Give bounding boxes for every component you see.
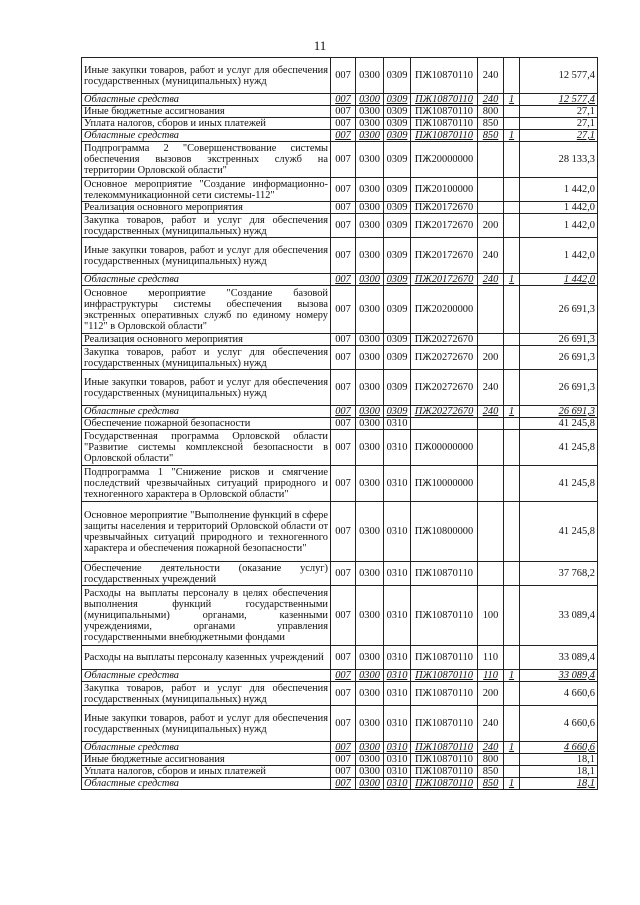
- expense-type-code: [478, 502, 504, 562]
- funding-source-code: [504, 562, 520, 586]
- row-name: Реализация основного мероприятия: [82, 202, 331, 214]
- subsection-code: 0310: [384, 562, 411, 586]
- expense-type-code: [478, 466, 504, 502]
- section-code: 0300: [356, 118, 384, 130]
- row-name: Подпрограмма 2 "Совершенствование системы обеспечения вызовов экстренных служб на территории Орловской области": [82, 142, 331, 178]
- subsection-code: 0310: [384, 586, 411, 646]
- funding-source-code: 1: [504, 778, 520, 790]
- target-item-code: ПЖ20272670: [411, 334, 478, 346]
- ved-code: 007: [331, 406, 356, 418]
- row-name: Подпрограмма 1 "Снижение рисков и смягчение последствий чрезвычайных ситуаций природного и техногенного характера в Орловской области": [82, 466, 331, 502]
- expense-type-code: 240: [478, 742, 504, 754]
- amount: 26 691,3: [520, 334, 598, 346]
- section-code: 0300: [356, 682, 384, 706]
- amount: 26 691,3: [520, 346, 598, 370]
- funding-source-code: [504, 682, 520, 706]
- target-item-code: ПЖ10870110: [411, 562, 478, 586]
- table-body: [82, 58, 598, 790]
- expense-type-code: 850: [478, 766, 504, 778]
- subsection-code: 0310: [384, 706, 411, 742]
- subsection-code: 0309: [384, 274, 411, 286]
- ved-code: 007: [331, 670, 356, 682]
- row-name: Областные средства: [82, 670, 331, 682]
- amount: 27,1: [520, 130, 598, 142]
- row-name: Иные бюджетные ассигнования: [82, 106, 331, 118]
- subsection-code: 0309: [384, 238, 411, 274]
- funding-source-code: 1: [504, 94, 520, 106]
- amount: 4 660,6: [520, 682, 598, 706]
- funding-source-code: [504, 586, 520, 646]
- section-code: 0300: [356, 286, 384, 334]
- amount: 4 660,6: [520, 706, 598, 742]
- amount: 41 245,8: [520, 418, 598, 430]
- amount: 26 691,3: [520, 286, 598, 334]
- amount: 1 442,0: [520, 214, 598, 238]
- expense-type-code: [478, 418, 504, 430]
- section-code: 0300: [356, 370, 384, 406]
- target-item-code: ПЖ10870110: [411, 586, 478, 646]
- expense-type-code: 850: [478, 118, 504, 130]
- section-code: 0300: [356, 346, 384, 370]
- amount: 4 660,6: [520, 742, 598, 754]
- expense-type-code: 850: [478, 778, 504, 790]
- subsection-code: 0309: [384, 142, 411, 178]
- target-item-code: ПЖ10870110: [411, 742, 478, 754]
- target-item-code: ПЖ20272670: [411, 370, 478, 406]
- ved-code: 007: [331, 346, 356, 370]
- funding-source-code: [504, 706, 520, 742]
- expense-type-code: 240: [478, 58, 504, 94]
- table-row: [82, 706, 598, 742]
- section-code: 0300: [356, 406, 384, 418]
- ved-code: 007: [331, 142, 356, 178]
- expense-type-code: 240: [478, 238, 504, 274]
- funding-source-code: 1: [504, 130, 520, 142]
- row-name: Областные средства: [82, 778, 331, 790]
- expense-type-code: 240: [478, 406, 504, 418]
- target-item-code: ПЖ00000000: [411, 430, 478, 466]
- section-code: 0300: [356, 238, 384, 274]
- section-code: 0300: [356, 58, 384, 94]
- funding-source-code: [504, 142, 520, 178]
- table-row: [82, 106, 598, 118]
- funding-source-code: [504, 106, 520, 118]
- expense-type-code: [478, 562, 504, 586]
- target-item-code: ПЖ20200000: [411, 286, 478, 334]
- table-row: [82, 58, 598, 94]
- table-row: [82, 430, 598, 466]
- ved-code: 007: [331, 682, 356, 706]
- expense-type-code: [478, 178, 504, 202]
- subsection-code: 0310: [384, 466, 411, 502]
- funding-source-code: [504, 766, 520, 778]
- section-code: 0300: [356, 142, 384, 178]
- table-row: [82, 778, 598, 790]
- expense-type-code: 240: [478, 274, 504, 286]
- target-item-code: ПЖ10870110: [411, 58, 478, 94]
- amount: 41 245,8: [520, 430, 598, 466]
- funding-source-code: [504, 346, 520, 370]
- row-name: Иные закупки товаров, работ и услуг для обеспечения государственных (муниципальных) нужд: [82, 370, 331, 406]
- table-row: [82, 202, 598, 214]
- target-item-code: ПЖ10800000: [411, 502, 478, 562]
- amount: 1 442,0: [520, 238, 598, 274]
- subsection-code: 0309: [384, 214, 411, 238]
- ved-code: 007: [331, 430, 356, 466]
- subsection-code: 0310: [384, 682, 411, 706]
- subsection-code: 0310: [384, 766, 411, 778]
- target-item-code: ПЖ20172670: [411, 238, 478, 274]
- target-item-code: ПЖ10870110: [411, 778, 478, 790]
- table-row: [82, 646, 598, 670]
- table-row: [82, 742, 598, 754]
- page-number: 11: [313, 38, 327, 53]
- amount: 26 691,3: [520, 406, 598, 418]
- ved-code: 007: [331, 418, 356, 430]
- ved-code: 007: [331, 58, 356, 94]
- section-code: 0300: [356, 178, 384, 202]
- expense-type-code: 800: [478, 106, 504, 118]
- target-item-code: ПЖ20272670: [411, 406, 478, 418]
- row-name: Основное мероприятие "Выполнение функций в сфере защиты населения и территорий Орловской области от чрезвычайных ситуаций природного и техногенного характера и обеспечения пожарной безопасности": [82, 502, 331, 562]
- expense-type-code: 200: [478, 346, 504, 370]
- subsection-code: 0309: [384, 202, 411, 214]
- row-name: Уплата налогов, сборов и иных платежей: [82, 766, 331, 778]
- ved-code: 007: [331, 238, 356, 274]
- ved-code: 007: [331, 202, 356, 214]
- section-code: 0300: [356, 202, 384, 214]
- section-code: 0300: [356, 754, 384, 766]
- amount: 12 577,4: [520, 94, 598, 106]
- row-name: Иные закупки товаров, работ и услуг для обеспечения государственных (муниципальных) нужд: [82, 706, 331, 742]
- table-row: [82, 214, 598, 238]
- funding-source-code: [504, 202, 520, 214]
- table-row: [82, 466, 598, 502]
- target-item-code: ПЖ20172670: [411, 202, 478, 214]
- funding-source-code: [504, 430, 520, 466]
- row-name: Областные средства: [82, 94, 331, 106]
- funding-source-code: 1: [504, 274, 520, 286]
- section-code: 0300: [356, 670, 384, 682]
- target-item-code: ПЖ10870110: [411, 94, 478, 106]
- funding-source-code: [504, 178, 520, 202]
- section-code: 0300: [356, 706, 384, 742]
- target-item-code: ПЖ10870110: [411, 754, 478, 766]
- target-item-code: ПЖ10870110: [411, 106, 478, 118]
- amount: 1 442,0: [520, 202, 598, 214]
- amount: 1 442,0: [520, 178, 598, 202]
- amount: 18,1: [520, 778, 598, 790]
- table-row: [82, 766, 598, 778]
- funding-source-code: [504, 418, 520, 430]
- expense-type-code: [478, 430, 504, 466]
- section-code: 0300: [356, 778, 384, 790]
- expense-type-code: 240: [478, 94, 504, 106]
- funding-source-code: [504, 754, 520, 766]
- amount: 1 442,0: [520, 274, 598, 286]
- ved-code: 007: [331, 94, 356, 106]
- row-name: Основное мероприятие "Создание базовой инфраструктуры системы обеспечения вызова экстренных оперативных служб по единому номеру "112" в Орловской области": [82, 286, 331, 334]
- ved-code: 007: [331, 286, 356, 334]
- subsection-code: 0309: [384, 286, 411, 334]
- expense-type-code: [478, 142, 504, 178]
- funding-source-code: [504, 214, 520, 238]
- subsection-code: 0310: [384, 778, 411, 790]
- subsection-code: 0310: [384, 502, 411, 562]
- subsection-code: 0310: [384, 430, 411, 466]
- amount: 33 089,4: [520, 646, 598, 670]
- subsection-code: 0309: [384, 178, 411, 202]
- table-row: [82, 274, 598, 286]
- row-name: Государственная программа Орловской области "Развитие системы комплексной безопасности в Орловской области": [82, 430, 331, 466]
- table-row: [82, 406, 598, 418]
- subsection-code: 0310: [384, 670, 411, 682]
- amount: 33 089,4: [520, 670, 598, 682]
- table-row: [82, 94, 598, 106]
- section-code: 0300: [356, 130, 384, 142]
- expense-type-code: 110: [478, 646, 504, 670]
- section-code: 0300: [356, 766, 384, 778]
- subsection-code: 0309: [384, 370, 411, 406]
- funding-source-code: [504, 334, 520, 346]
- expense-type-code: 100: [478, 586, 504, 646]
- amount: 12 577,4: [520, 58, 598, 94]
- row-name: Закупка товаров, работ и услуг для обеспечения государственных (муниципальных) нужд: [82, 346, 331, 370]
- section-code: 0300: [356, 430, 384, 466]
- row-name: Расходы на выплаты персоналу в целях обеспечения выполнения функций государственными (муниципальными) органами, казенными учреждениями, органами управления государственными внебюджетными фондами: [82, 586, 331, 646]
- row-name: Областные средства: [82, 406, 331, 418]
- subsection-code: 0309: [384, 106, 411, 118]
- row-name: Областные средства: [82, 742, 331, 754]
- target-item-code: ПЖ10870110: [411, 706, 478, 742]
- expense-type-code: 800: [478, 754, 504, 766]
- ved-code: 007: [331, 370, 356, 406]
- expense-type-code: 240: [478, 370, 504, 406]
- expense-type-code: 200: [478, 682, 504, 706]
- section-code: 0300: [356, 562, 384, 586]
- amount: 41 245,8: [520, 502, 598, 562]
- row-name: Обеспечение пожарной безопасности: [82, 418, 331, 430]
- subsection-code: 0310: [384, 646, 411, 670]
- ved-code: 007: [331, 742, 356, 754]
- row-name: Уплата налогов, сборов и иных платежей: [82, 118, 331, 130]
- funding-source-code: [504, 502, 520, 562]
- target-item-code: ПЖ10870110: [411, 682, 478, 706]
- funding-source-code: [504, 286, 520, 334]
- target-item-code: ПЖ10870110: [411, 118, 478, 130]
- table-row: [82, 682, 598, 706]
- row-name: Иные закупки товаров, работ и услуг для обеспечения государственных (муниципальных) нужд: [82, 238, 331, 274]
- section-code: 0300: [356, 418, 384, 430]
- amount: 37 768,2: [520, 562, 598, 586]
- ved-code: 007: [331, 106, 356, 118]
- funding-source-code: [504, 370, 520, 406]
- amount: 41 245,8: [520, 466, 598, 502]
- funding-source-code: 1: [504, 742, 520, 754]
- table-row: [82, 142, 598, 178]
- ved-code: 007: [331, 586, 356, 646]
- row-name: Иные закупки товаров, работ и услуг для обеспечения государственных (муниципальных) нужд: [82, 58, 331, 94]
- amount: 18,1: [520, 766, 598, 778]
- funding-source-code: [504, 58, 520, 94]
- amount: 28 133,3: [520, 142, 598, 178]
- row-name: Основное мероприятие "Создание информационно-телекоммуникационной сети системы-112": [82, 178, 331, 202]
- table-row: [82, 178, 598, 202]
- amount: 18,1: [520, 754, 598, 766]
- section-code: 0300: [356, 742, 384, 754]
- table-row: [82, 562, 598, 586]
- target-item-code: ПЖ20000000: [411, 142, 478, 178]
- ved-code: 007: [331, 334, 356, 346]
- funding-source-code: [504, 238, 520, 274]
- amount: 27,1: [520, 118, 598, 130]
- table-row: [82, 586, 598, 646]
- table-row: [82, 670, 598, 682]
- section-code: 0300: [356, 106, 384, 118]
- ved-code: 007: [331, 766, 356, 778]
- ved-code: 007: [331, 754, 356, 766]
- subsection-code: 0310: [384, 418, 411, 430]
- expense-type-code: 240: [478, 706, 504, 742]
- table-row: [82, 334, 598, 346]
- amount: 27,1: [520, 106, 598, 118]
- section-code: 0300: [356, 94, 384, 106]
- ved-code: 007: [331, 178, 356, 202]
- expense-type-code: 200: [478, 214, 504, 238]
- subsection-code: 0309: [384, 118, 411, 130]
- funding-source-code: [504, 466, 520, 502]
- amount: 26 691,3: [520, 370, 598, 406]
- target-item-code: ПЖ10870110: [411, 130, 478, 142]
- target-item-code: ПЖ20172670: [411, 274, 478, 286]
- subsection-code: 0309: [384, 94, 411, 106]
- target-item-code: ПЖ20272670: [411, 346, 478, 370]
- target-item-code: ПЖ20172670: [411, 214, 478, 238]
- expense-type-code: [478, 202, 504, 214]
- expense-type-code: 110: [478, 670, 504, 682]
- target-item-code: ПЖ10870110: [411, 670, 478, 682]
- subsection-code: 0309: [384, 346, 411, 370]
- expense-type-code: 850: [478, 130, 504, 142]
- section-code: 0300: [356, 214, 384, 238]
- target-item-code: ПЖ10870110: [411, 766, 478, 778]
- table-row: [82, 238, 598, 274]
- section-code: 0300: [356, 502, 384, 562]
- table-row: [82, 370, 598, 406]
- ved-code: 007: [331, 562, 356, 586]
- subsection-code: 0310: [384, 754, 411, 766]
- ved-code: 007: [331, 646, 356, 670]
- section-code: 0300: [356, 274, 384, 286]
- row-name: Областные средства: [82, 130, 331, 142]
- subsection-code: 0309: [384, 406, 411, 418]
- row-name: Закупка товаров, работ и услуг для обеспечения государственных (муниципальных) нужд: [82, 682, 331, 706]
- section-code: 0300: [356, 586, 384, 646]
- table-row: [82, 286, 598, 334]
- row-name: Закупка товаров, работ и услуг для обеспечения государственных (муниципальных) нужд: [82, 214, 331, 238]
- table-row: [82, 502, 598, 562]
- ved-code: 007: [331, 214, 356, 238]
- ved-code: 007: [331, 274, 356, 286]
- target-item-code: ПЖ10870110: [411, 646, 478, 670]
- row-name: Иные бюджетные ассигнования: [82, 754, 331, 766]
- expense-type-code: [478, 286, 504, 334]
- funding-source-code: 1: [504, 670, 520, 682]
- ved-code: 007: [331, 118, 356, 130]
- funding-source-code: 1: [504, 406, 520, 418]
- expense-type-code: [478, 334, 504, 346]
- section-code: 0300: [356, 466, 384, 502]
- target-item-code: ПЖ20100000: [411, 178, 478, 202]
- ved-code: 007: [331, 130, 356, 142]
- table-row: [82, 130, 598, 142]
- funding-source-code: [504, 118, 520, 130]
- ved-code: 007: [331, 778, 356, 790]
- row-name: Расходы на выплаты персоналу казенных учреждений: [82, 646, 331, 670]
- target-item-code: [411, 418, 478, 430]
- table-row: [82, 346, 598, 370]
- section-code: 0300: [356, 646, 384, 670]
- subsection-code: 0309: [384, 130, 411, 142]
- amount: 33 089,4: [520, 586, 598, 646]
- subsection-code: 0309: [384, 58, 411, 94]
- ved-code: 007: [331, 502, 356, 562]
- row-name: Обеспечение деятельности (оказание услуг) государственных учреждений: [82, 562, 331, 586]
- table-row: [82, 418, 598, 430]
- funding-source-code: [504, 646, 520, 670]
- subsection-code: 0310: [384, 742, 411, 754]
- table-row: [82, 754, 598, 766]
- section-code: 0300: [356, 334, 384, 346]
- target-item-code: ПЖ10000000: [411, 466, 478, 502]
- table-row: [82, 118, 598, 130]
- budget-table: [81, 57, 598, 790]
- row-name: Реализация основного мероприятия: [82, 334, 331, 346]
- subsection-code: 0309: [384, 334, 411, 346]
- row-name: Областные средства: [82, 274, 331, 286]
- ved-code: 007: [331, 466, 356, 502]
- ved-code: 007: [331, 706, 356, 742]
